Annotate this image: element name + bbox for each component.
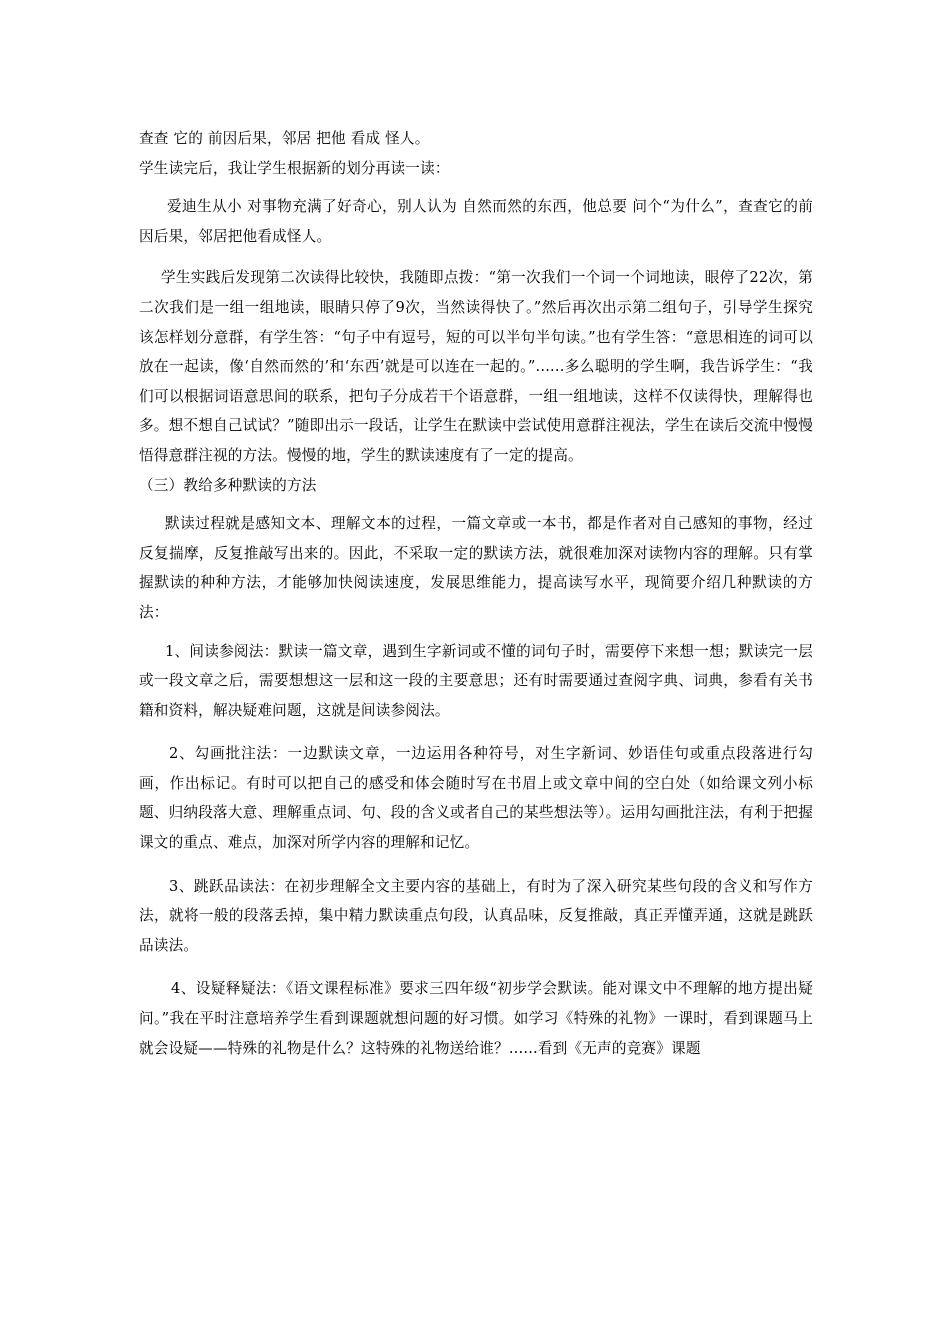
paragraph-3: 爱迪生从小 对事物充满了好奇心，别人认为 自然而然的东西，他总要 问个“为什么”，查查它的前因后果，邻居把他看成怪人。 bbox=[139, 198, 813, 245]
method-3-paragraph: 3、跳跃品读法：在初步理解全文主要内容的基础上，有时为了深入研究某些句段的含义和写作方法，就将一般的段落丢掉，集中精力默读重点句段，认真品味，反复推敲，真正弄懂弄通，这就是跳跃品读法。 bbox=[139, 877, 813, 954]
section-heading: （三）教给多种默读的方法 bbox=[139, 476, 317, 494]
paragraph-6: 默读过程就是感知文本、理解文本的过程，一篇文章或一本书，都是作者对自己感知的事物，经过反复揣摩，反复推敲写出来的。因此，不采取一定的默读方法，就很难加深对读物内容的理解。只有掌握默读的种种方法，才能够加快阅读速度，发展思维能力，提高读写水平，现简要介绍几种默读的方法： bbox=[139, 515, 813, 621]
paragraph-4: 学生实践后发现第二次读得比较快，我随即点拨：“第一次我们一个词一个词地读，眼停了22次，第二次我们是一组一组地读，眼睛只停了9次，当然读得快了。”然后再次出示第二组句子，引导学生探究该怎样划分意群，有学生答：“句子中有逗号，短的可以半句半句读。”也有学生答：“意思相连的词可以放在一起读，像‘自然而然的’和‘东西’就是可以连在一起的。”......多么聪明的学生啊，我告诉学生：“我们可以根据词语意思间的联系，把句子分成若干个语意群，一组一组地读，这样不仅读得快，理解得也多。想不想自己试试？”随即出示一段话，让学生在默读中尝试使用意群注视法，学生在读后交流中慢慢悟得意群注视的方法。慢慢的地，学生的默读速度有了一定的提高。 bbox=[139, 269, 813, 464]
paragraph-2: 学生读完后，我让学生根据新的划分再读一读： bbox=[139, 159, 450, 177]
method-1-paragraph: 1、间读参阅法：默读一篇文章，遇到生字新词或不懂的词句子时，需要停下来想一想；默读完一层或一段文章之后，需要想想这一层和这一段的主要意思；还有时需要通过查阅字典、词典，参看有关书籍和资料，解决疑难问题，这就是间读参阅法。 bbox=[139, 642, 813, 719]
document-body bbox=[139, 124, 813, 1063]
method-4-paragraph: 4、设疑释疑法：《语文课程标准》要求三四年级“初步学会默读。能对课文中不理解的地方提出疑问。”我在平时注意培养学生看到课题就想问题的好习惯。如学习《特殊的礼物》一课时，看到课题马上就会设疑——特殊的礼物是什么？这特殊的礼物送给谁？......看到《无声的竞赛》课题 bbox=[139, 980, 813, 1057]
paragraph-1: 查查 它的 前因后果，邻居 把他 看成 怪人。 bbox=[139, 130, 430, 147]
method-2-paragraph: 2、勾画批注法：一边默读文章，一边运用各种符号，对生字新词、妙语佳句或重点段落进行勾画，作出标记。有时可以把自己的感受和体会随时写在书眉上或文章中间的空白处（如给课文列小标题、归纳段落大意、理解重点词、句、段的含义或者自己的某些想法等）。运用勾画批注法，有利于把握课文的重点、难点，加深对所学内容的理解和记忆。 bbox=[139, 745, 813, 852]
